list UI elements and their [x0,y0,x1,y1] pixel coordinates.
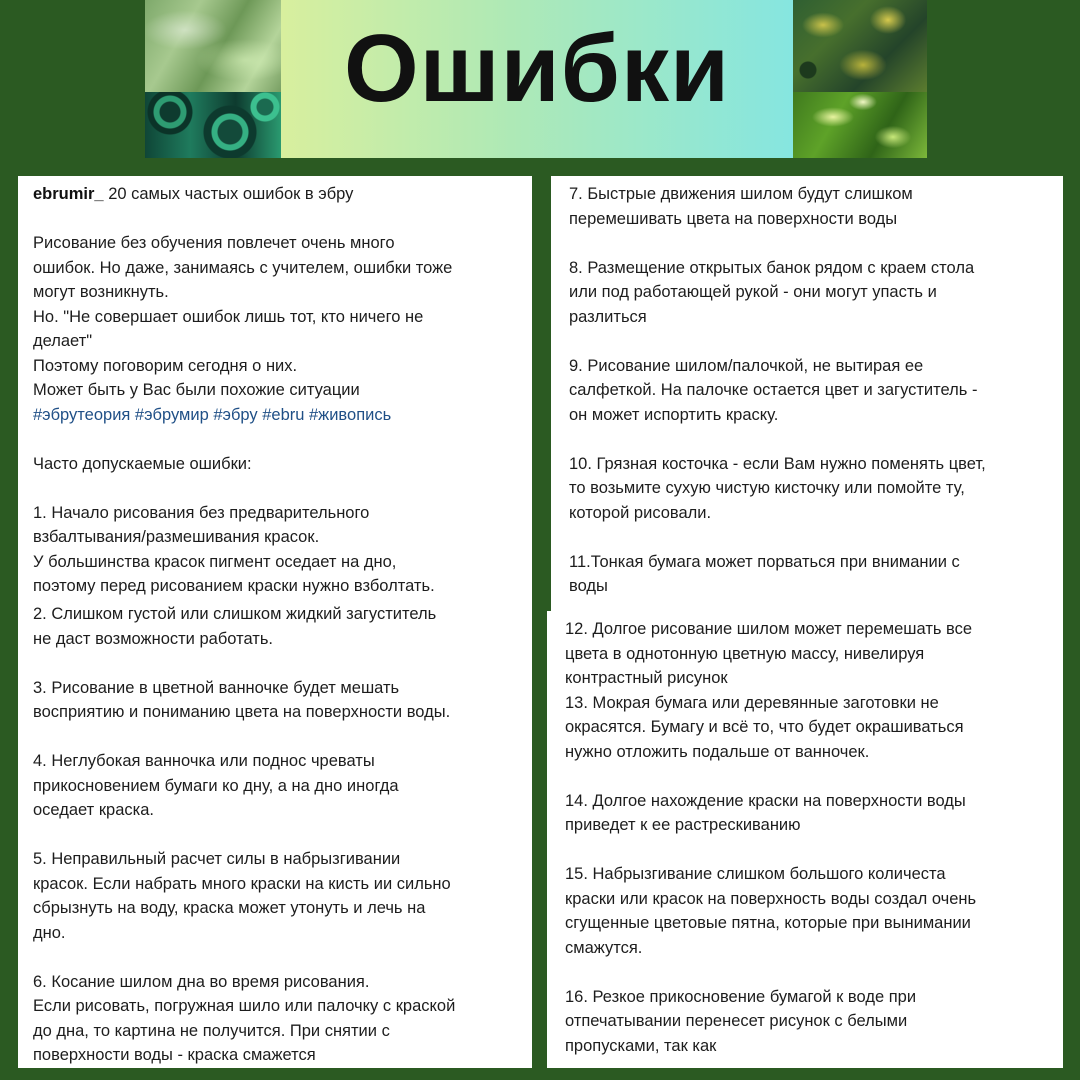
list-item: перемешивать цвета на поверхности воды [569,209,898,228]
intro-line: Но. "Не совершает ошибок лишь тот, кто ничего не [33,307,424,326]
hashtags-link[interactable]: #эбрутеория #эбрумир #эбру #ebru #живопись [33,405,392,424]
list-item: воды [569,577,608,595]
screenshot-panel-right-top [551,176,1063,611]
list-item: которой рисовали. [569,503,712,522]
list-item: нужно отложить подальше от ванночек. [565,742,870,761]
lime-marbling-image [793,92,927,158]
intro-line: ошибок. Но даже, занимаясь с учителем, ошибки тоже [33,258,453,277]
intro-line: могут возникнуть. [33,283,169,301]
list-item: поэтому перед рисованием краски нужно взболтать. [33,577,435,595]
screenshot-panel-right-bottom [547,611,1063,1068]
page-title: Ошибки [343,15,731,122]
screenshot-panel-left-bottom [18,596,532,1068]
list-item: пропусками, так как [565,1036,717,1055]
intro-line: делает" [33,332,93,350]
account-handle[interactable]: ebrumir_ [33,185,104,203]
list-item: 4. Неглубокая ванночка или поднос чреваты [33,752,375,770]
list-item: или под работающей рукой - они могут упасть и [569,283,937,301]
list-item: приведет к ее растрескиванию [565,816,801,834]
list-item: салфеткой. На палочке остается цвет и загуститель - [569,381,978,399]
list-item: он может испортить краску. [569,405,779,424]
list-item: У большинства красок пигмент оседает на дно, [33,552,397,571]
list-item: смажутся. [565,938,643,957]
list-item: то возьмите сухую чистую кисточку или помойте ту, [569,479,965,497]
list-item: 14. Долгое нахождение краски на поверхности воды [565,791,966,810]
intro-line: Рисование без обучения повлечет очень много [33,234,395,252]
list-item: дно. [33,923,66,942]
malachite-marbling-image [145,92,281,158]
list-item: Если рисовать, погружная шило или палочку с краской [33,997,456,1015]
intro-line: Может быть у Вас были похожие ситуации [33,381,360,399]
title-area [281,0,793,158]
list-item: не даст возможности работать. [33,629,274,648]
list-item: цвета в однотонную цветную массу, нивелируя [565,644,925,663]
list-item: 7. Быстрые движения шилом будут слишком [569,185,913,203]
list-item: восприятию и пониманию цвета на поверхности воды. [33,703,451,721]
list-item: 9. Рисование шилом/палочкой, не вытирая ее [569,356,924,375]
list-item: контрастный рисунок [565,669,728,687]
list-item: 11.Тонкая бумага может порваться при внимании с [569,552,960,571]
list-item: прикосновением бумаги ко дну, а на дно иногда [33,776,399,795]
list-item: красок. Если набрать много краски на кисть ии сильно [33,874,451,893]
list-item: краски или красок на поверхность воды создал очень [565,889,977,908]
post-caption-line [33,182,532,207]
list-item: сбрызнуть на воду, краска может утонуть и лечь на [33,899,426,917]
list-item: 15. Набрызгивание слишком большого количеста [565,865,946,883]
list-item: взбалтывания/размешивания красок. [33,528,320,546]
screenshot-panel-left-top [18,176,532,596]
list-item: 8. Размещение открытых банок рядом с краем стола [569,258,975,277]
list-item: 5. Неправильный расчет силы в набрызгивании [33,850,401,868]
list-item: 10. Грязная косточка - если Вам нужно поменять цвет, [569,454,986,473]
list-item: окрасятся. Бумагу и всё то, что будет окрашиваться [565,718,964,736]
list-item: 2. Слишком густой или слишком жидкий загуститель [33,605,437,623]
list-item: 6. Косание шилом дна во время рисования. [33,972,370,991]
list-item: 1. Начало рисования без предварительного [33,503,370,522]
post-caption: 20 самых частых ошибок в эбру [103,185,354,203]
list-item: сгущенные цветовые пятна, которые при вынимании [565,914,971,932]
list-item: 16. Резкое прикосновение бумагой к воде при [565,987,917,1006]
list-item: до дна, то картина не получится. При снятии с [33,1021,390,1040]
list-item: разлиться [569,307,647,326]
list-item: 3. Рисование в цветной ванночке будет мешать [33,678,400,697]
list-item: оседает краска. [33,801,154,819]
list-item: отпечатывании перенесет рисунок с белыми [565,1012,908,1030]
cabbage-texture-image [145,0,281,92]
green-yellow-marbling-image [793,0,927,92]
list-heading: Часто допускаемые ошибки: [33,454,252,473]
list-item: поверхности воды - краска смажется [33,1046,316,1064]
list-item: 12. Долгое рисование шилом может перемешать все [565,620,973,638]
list-item: 13. Мокрая бумага или деревянные заготовки не [565,693,939,712]
intro-line: Поэтому поговорим сегодня о них. [33,356,298,375]
